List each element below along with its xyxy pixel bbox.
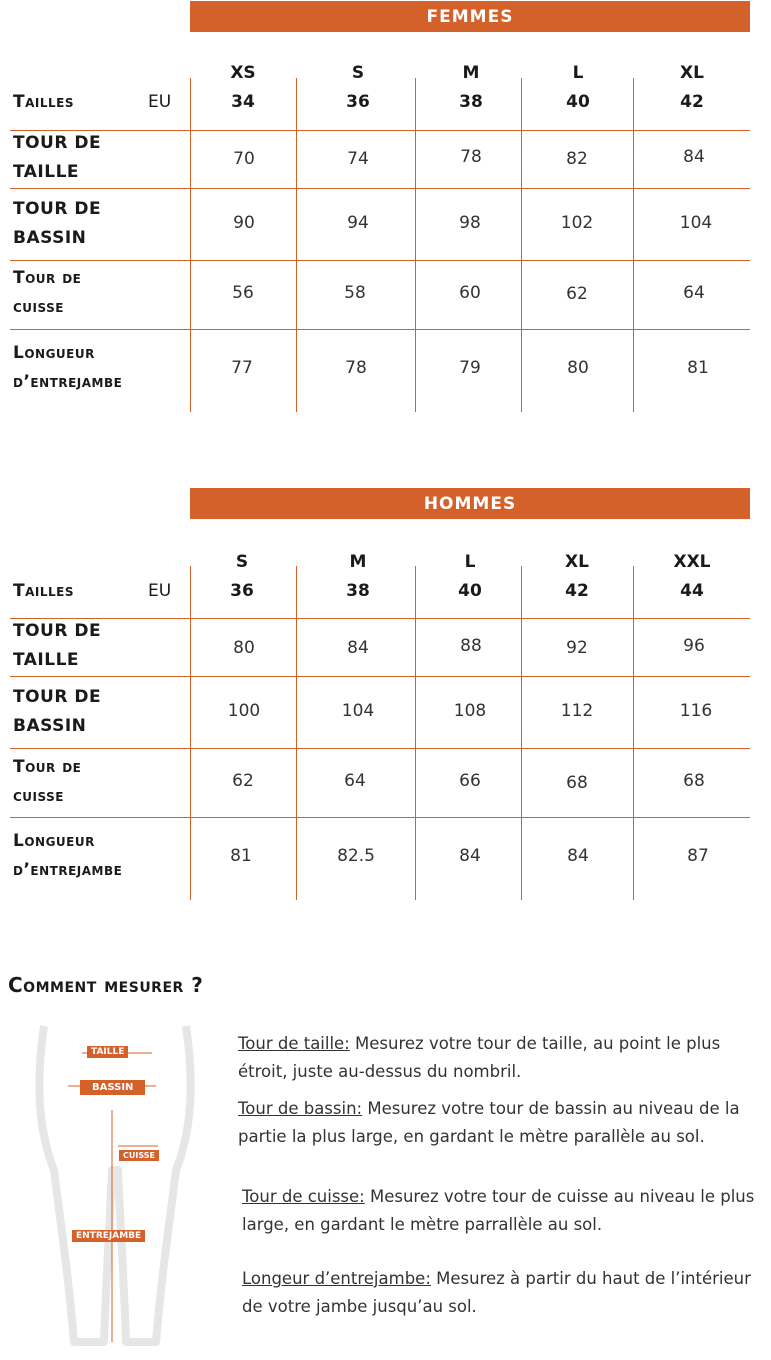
row-divider <box>10 748 750 749</box>
size-column-head: L 40 <box>458 552 482 601</box>
table-cell: 84 <box>459 846 481 866</box>
howto-text: Mesurez votre tour de cuisse au niveau le plus large, en gardant le mètre parrallèle au sol. <box>242 1187 755 1234</box>
table-cell: 104 <box>341 701 375 721</box>
table-cell: 116 <box>679 701 713 721</box>
table-cell: 79 <box>459 358 481 378</box>
table-cell: 81 <box>687 358 709 378</box>
row-divider <box>10 676 750 677</box>
table-cell: 94 <box>347 213 369 233</box>
tag-hip: BASSIN <box>80 1080 145 1095</box>
table-cell: 74 <box>347 149 369 169</box>
table-cell: 96 <box>683 636 705 656</box>
tag-inseam: ENTREJAMBE <box>72 1230 145 1242</box>
table-cell: 87 <box>687 846 709 866</box>
howto-term: Tour de bassin: <box>238 1099 363 1118</box>
table-cell: 90 <box>233 213 255 233</box>
table-cell: 88 <box>460 636 482 656</box>
table-cell: 68 <box>683 771 705 791</box>
eu-label: EU <box>148 92 172 112</box>
table-cell: 84 <box>683 147 705 167</box>
table-cell: 98 <box>459 213 481 233</box>
size-column-head: XL 42 <box>680 63 704 112</box>
row-divider <box>10 188 750 189</box>
table-cell: 78 <box>460 147 482 167</box>
size-column-head: XL 42 <box>565 552 589 601</box>
sizes-label: Tailles <box>13 92 74 112</box>
table-cell: 64 <box>344 771 366 791</box>
table-cell: 80 <box>567 358 589 378</box>
row-divider <box>10 329 750 330</box>
table-cell: 92 <box>566 638 588 658</box>
row-label-thigh: Tour de cuisse <box>13 268 82 317</box>
table-cell: 104 <box>679 213 713 233</box>
table-cell: 64 <box>683 283 705 303</box>
row-label-hip: TOUR DE BASSIN <box>13 199 102 248</box>
tag-waist: TAILLE <box>87 1046 128 1058</box>
row-label-hip: TOUR DE BASSIN <box>13 687 102 736</box>
table-cell: 60 <box>459 283 481 303</box>
row-divider <box>10 260 750 261</box>
row-label-thigh: Tour de cuisse <box>13 757 82 806</box>
size-column-head: XXL 44 <box>673 552 711 601</box>
table-cell: 78 <box>345 358 367 378</box>
howto-term: Longeur d’entrejambe: <box>242 1269 431 1288</box>
table-cell: 102 <box>560 213 594 233</box>
howto-item-waist <box>238 1030 758 1086</box>
size-column-head: M 38 <box>346 552 370 601</box>
table-cell: 112 <box>560 701 594 721</box>
howto-text: Mesurez votre tour de taille, au point le plus étroit, juste au-dessus du nombril. <box>238 1034 721 1081</box>
tag-thigh: CUISSE <box>119 1150 159 1161</box>
table-cell: 82 <box>566 149 588 169</box>
table-cell: 62 <box>232 771 254 791</box>
howto-term: Tour de cuisse: <box>242 1187 365 1206</box>
table-cell: 84 <box>567 846 589 866</box>
table-cell: 68 <box>566 773 588 793</box>
lower-body-illustration <box>30 1020 200 1350</box>
table-cell: 66 <box>459 771 481 791</box>
table-cell: 56 <box>232 283 254 303</box>
howto-title: Comment mesurer ? <box>8 973 204 997</box>
body-figure <box>30 1020 200 1350</box>
table-cell: 108 <box>453 701 487 721</box>
row-divider <box>10 817 750 818</box>
table-cell: 58 <box>344 283 366 303</box>
howto-item-thigh <box>242 1183 762 1239</box>
size-column-head: M 38 <box>459 63 483 112</box>
size-column-head: S 36 <box>230 552 254 601</box>
row-divider <box>10 618 750 619</box>
howto-term: Tour de taille: <box>238 1034 350 1053</box>
howto-item-hip <box>238 1095 758 1151</box>
men-banner: HOMMES <box>190 488 750 519</box>
table-cell: 100 <box>227 701 261 721</box>
row-label-waist: TOUR DE TAILLE <box>13 621 102 670</box>
size-column-head: L 40 <box>566 63 590 112</box>
size-column-head: S 36 <box>346 63 370 112</box>
row-divider <box>10 130 750 131</box>
sizes-label: Tailles <box>13 581 74 601</box>
size-column-head: XS 34 <box>230 63 256 112</box>
howto-text: Mesurez à partir du haut de l’intérieur de votre jambe jusqu’au sol. <box>242 1269 751 1316</box>
table-cell: 62 <box>566 284 588 304</box>
row-label-waist: TOUR DE TAILLE <box>13 133 102 182</box>
women-banner: FEMMES <box>190 1 750 32</box>
row-label-inseam: Longueur d’entrejambe <box>13 831 123 880</box>
table-cell: 77 <box>231 358 253 378</box>
table-cell: 70 <box>233 149 255 169</box>
eu-label: EU <box>148 581 172 601</box>
table-cell: 81 <box>230 846 252 866</box>
table-cell: 84 <box>347 638 369 658</box>
row-label-inseam: Longueur d’entrejambe <box>13 343 123 392</box>
howto-text: Mesurez votre tour de bassin au niveau de la partie la plus large, en gardant le mètre parallèle au sol. <box>238 1099 740 1146</box>
table-cell: 80 <box>233 638 255 658</box>
howto-item-inseam <box>242 1265 762 1321</box>
table-cell: 82.5 <box>337 846 375 866</box>
